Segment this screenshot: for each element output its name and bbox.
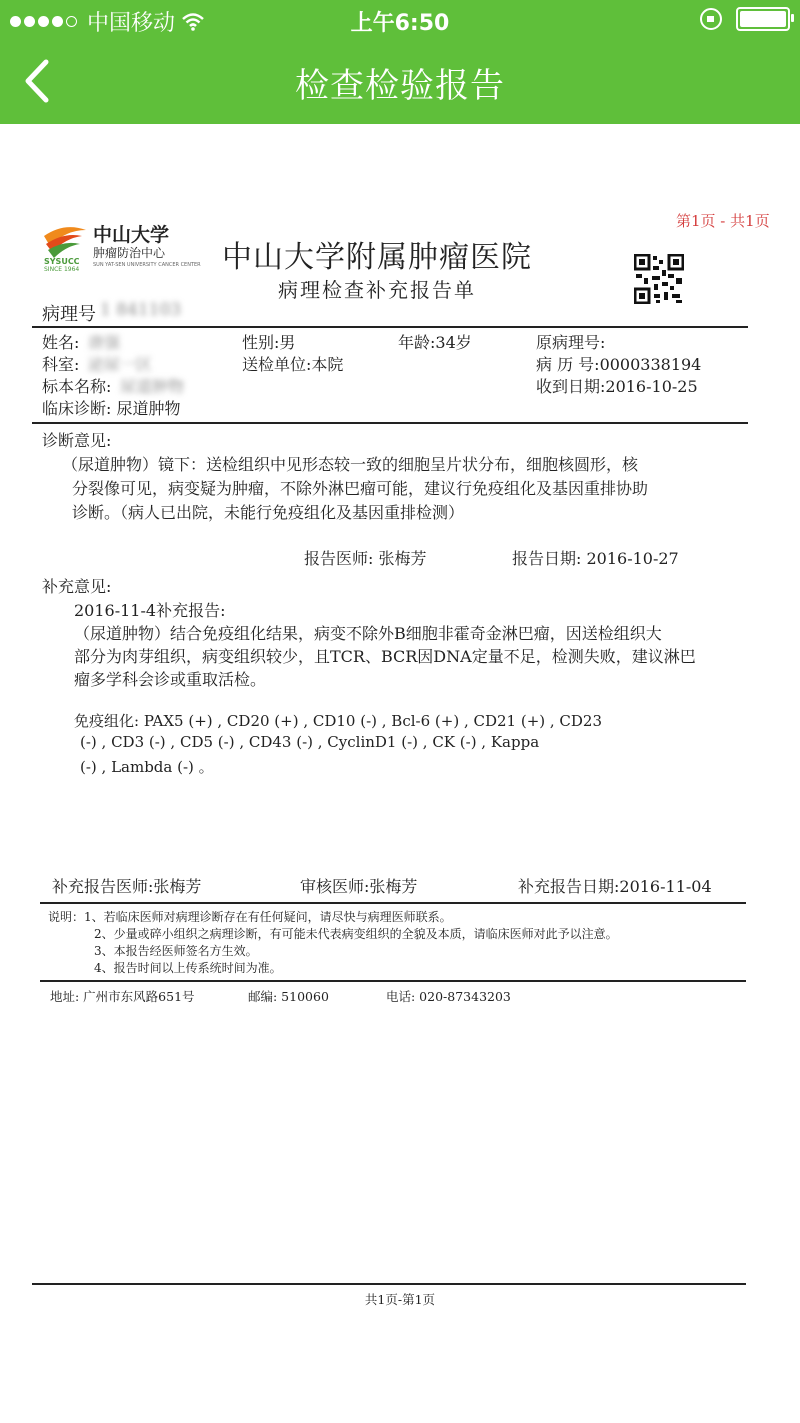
- report-subtitle: 病理检查补充报告单: [278, 278, 476, 302]
- supplement-line: 瘤多学科会诊或重取活检。: [74, 670, 267, 689]
- carrier-label: 中国移动: [87, 11, 176, 36]
- ihc-line: (-) , Lambda (-) 。: [80, 758, 214, 776]
- logo-sub: 肿瘤防治中心: [93, 246, 166, 260]
- logo-en: SUN YAT-SEN UNIVERSITY CANCER CENTER: [93, 262, 201, 268]
- note-line: 3、本报告经医师签名方生效。: [94, 944, 258, 958]
- address: 地址: 广州市东风路651号: [50, 989, 195, 1004]
- report-date: 报告日期: 2016-10-27: [512, 549, 679, 568]
- note-line: 2、少量或碎小组织之病理诊断，有可能未代表病变组织的全貌及本质，请临床医师对此予以注意。: [94, 927, 618, 941]
- report-doctor: 报告医师: 张梅芳: [304, 549, 427, 568]
- phone: 电话: 020-87343203: [386, 989, 511, 1004]
- hospital-name: 中山大学附属肿瘤医院: [222, 240, 532, 275]
- dept-label: 科室:: [42, 355, 80, 374]
- app-bar: [0, 0, 800, 124]
- rotation-lock-icon: [700, 8, 722, 30]
- note-line: 说明：1、若临床医师对病理诊断存在有任何疑问，请尽快与病理医师联系。: [48, 910, 452, 924]
- send-unit: 送检单位:本院: [242, 355, 344, 374]
- footer-pages: 共1页-第1页: [364, 1292, 436, 1307]
- clinical-diagnosis: 临床诊断: 尿道肿物: [42, 399, 181, 418]
- supplement-line: （尿道肿物）结合免疫组化结果，病变不除外B细胞非霍奇金淋巴瘤，因送检组织大: [74, 624, 662, 643]
- battery-icon: [736, 7, 790, 31]
- divider: [40, 980, 746, 982]
- divider: [32, 422, 748, 424]
- supplement-doctor: 补充报告医师:张梅芳: [52, 877, 202, 896]
- hospital-logo-icon: [42, 224, 88, 260]
- ihc-line: (-) , CD3 (-) , CD5 (-) , CD43 (-) , CyclinD1 (-) , CK (-) , Kappa: [80, 733, 540, 751]
- age-field: 年龄:34岁: [398, 333, 472, 352]
- review-doctor: 审核医师:张梅芳: [300, 877, 418, 896]
- supplement-report-date: 补充报告日期:2016-11-04: [518, 877, 712, 896]
- specimen-label: 标本名称:: [42, 377, 112, 396]
- pathology-no-value: 1 841103: [100, 300, 182, 320]
- diagnosis-line: 分裂像可见，病变疑为肿瘤，不除外淋巴瘤可能，建议行免疫组化及基因重排协助: [72, 479, 649, 498]
- diagnosis-line: （尿道肿物）镜下：送检组织中见形态较一致的细胞呈片状分布，细胞核圆形，核: [62, 455, 639, 474]
- status-time: 上午6:50: [350, 11, 450, 36]
- divider: [32, 1283, 746, 1285]
- divider: [40, 902, 746, 904]
- dept-value: 泌尿一区: [88, 355, 153, 374]
- pathology-no-label: 病理号: [42, 304, 96, 325]
- note-line: 4、报告时间以上传系统时间为准。: [94, 961, 282, 975]
- postcode: 邮编: 510060: [248, 989, 329, 1004]
- page-indicator: 第1页 - 共1页: [676, 212, 770, 230]
- orig-pathology-no: 原病理号:: [536, 333, 606, 352]
- supplement-date: 2016-11-4补充报告:: [74, 601, 226, 620]
- name-label: 姓名:: [42, 333, 80, 352]
- received-date: 收到日期:2016-10-25: [536, 377, 698, 396]
- supplement-line: 部分为肉芽组织，病变组织较少，且TCR、BCR因DNA定量不足，检测失败，建议淋巴: [74, 647, 696, 666]
- page-title: 检查检验报告: [295, 66, 505, 106]
- gender-field: 性别:男: [242, 333, 296, 352]
- diagnosis-label: 诊断意见:: [42, 431, 112, 450]
- status-bar: [0, 0, 800, 40]
- diagnosis-line: 诊断。（病人已出院，未能行免疫组化及基因重排检测）: [72, 503, 465, 522]
- ihc-line: 免疫组化: PAX5 (+) , CD20 (+) , CD10 (-) , Bcl-6 (+) , CD21 (+) , CD23: [74, 712, 603, 730]
- specimen-value: 尿道肿物: [120, 377, 185, 396]
- logo-since: SINCE 1964: [44, 266, 80, 273]
- divider: [32, 326, 748, 328]
- supplement-label: 补充意见:: [42, 577, 112, 596]
- logo-abbr: SYSUCC: [44, 257, 80, 266]
- qr-code-icon: [634, 254, 684, 304]
- logo-cn: 中山大学: [93, 224, 170, 246]
- record-no: 病 历 号:0000338194: [536, 355, 702, 374]
- name-value: 唐强: [88, 333, 121, 352]
